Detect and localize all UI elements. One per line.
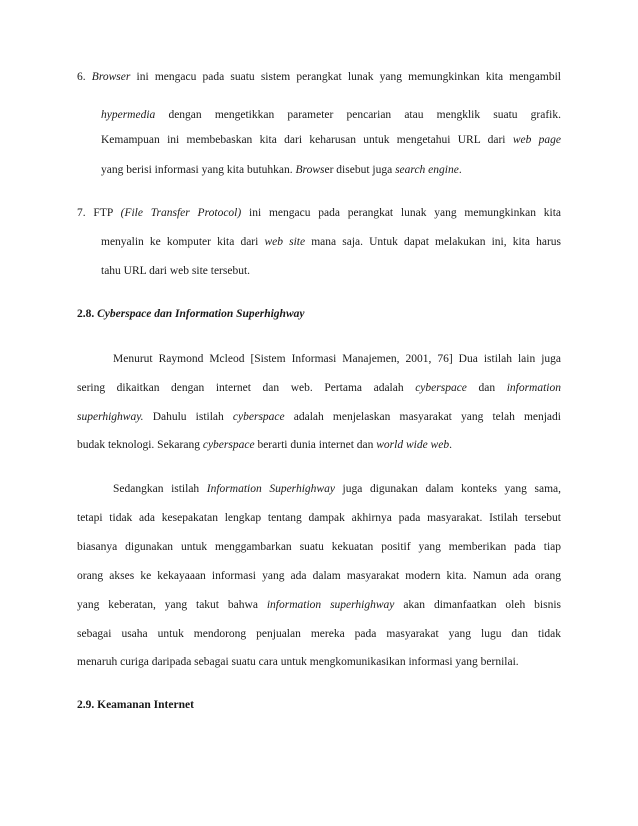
text-line (77, 381, 561, 395)
text-line (77, 627, 561, 641)
text-run: berarti dunia internet dan (254, 439, 377, 451)
text-line (113, 352, 561, 366)
section-heading (77, 307, 304, 321)
text-run: dan (466, 382, 507, 394)
italic-term: web page (512, 134, 561, 146)
italic-term: hypermedia (101, 109, 156, 121)
italic-term: Information Superhighway (206, 483, 335, 495)
section-heading (77, 698, 194, 712)
text-line (77, 540, 561, 554)
italic-term: information superhighway (266, 599, 395, 611)
text-run: Sedangkan istilah (113, 483, 207, 495)
text-line (101, 133, 561, 147)
text-line (77, 206, 561, 220)
text-line (101, 235, 561, 249)
text-run: 2.9. Keamanan Internet (77, 699, 194, 711)
text-run: sering dikaitkan dengan internet dan web. Pertama adalah (77, 382, 416, 394)
text-run: sebagai usaha untuk mendorong penjualan mereka pada masyarakat yang lugu dan tidak (77, 628, 561, 640)
italic-term: cyberspace (232, 411, 285, 423)
text-line (77, 569, 561, 583)
text-line (77, 438, 452, 452)
text-line (77, 70, 561, 84)
text-run: Menurut Raymond Mcleod [Sistem Informasi Manajemen, 2001, 76] Dua istilah lain juga (113, 353, 561, 365)
text-line (101, 264, 250, 278)
italic-term: information (506, 382, 561, 394)
italic-term: Cyberspace dan Information Superhighway (97, 308, 305, 320)
text-run: akan dimanfaatkan oleh bisnis (394, 599, 561, 611)
text-run: juga digunakan dalam konteks yang sama, (334, 483, 561, 495)
italic-term: search engine (395, 164, 459, 176)
text-run: ini mengacu pada suatu sistem perangkat lunak yang memungkinkan kita mengambil (130, 71, 561, 83)
italic-term: Brows (295, 164, 325, 176)
text-run: 7. FTP (77, 207, 121, 219)
text-run: biasanya digunakan untuk menggambarkan suatu kekuatan positif yang memberikan pada tiap (77, 541, 561, 553)
text-line (77, 511, 561, 525)
text-run: menaruh curiga daripada sebagai suatu cara untuk mengkomunikasikan informasi yang bernilai. (77, 656, 519, 668)
text-run: Dahulu istilah (143, 411, 233, 423)
text-run: Kemampuan ini membebaskan kita dari keharusan untuk mengetahui URL dari (101, 134, 513, 146)
text-line (77, 410, 561, 424)
text-run: tahu URL dari web site tersebut. (101, 265, 251, 277)
text-run: mana saja. Untuk dapat melakukan ini, kita harus (305, 236, 561, 248)
text-run: 2.8. (77, 308, 98, 320)
text-line (113, 482, 561, 496)
italic-term: cyberspace (202, 439, 255, 451)
text-line (77, 655, 519, 669)
text-run: . (449, 439, 452, 451)
italic-term: world wide web (376, 439, 450, 451)
italic-term: cyberspace (415, 382, 467, 394)
text-run: 6. (77, 71, 92, 83)
italic-term: (File Transfer Protocol) (120, 207, 242, 219)
text-run: adalah menjelaskan masyarakat yang telah menjadi (284, 411, 561, 423)
text-run: . (458, 164, 462, 176)
text-run: er disebut juga (324, 164, 396, 176)
text-line (101, 108, 561, 122)
text-line (77, 598, 561, 612)
text-line (101, 163, 462, 177)
italic-term: superhighway. (77, 411, 144, 423)
text-run: yang berisi informasi yang kita butuhkan. (101, 164, 296, 176)
italic-term: Browser (91, 71, 131, 83)
text-run: dengan mengetikkan parameter pencarian atau mengklik suatu grafik. (155, 109, 561, 121)
text-run: budak teknologi. Sekarang (77, 439, 203, 451)
text-run: tetapi tidak ada kesepakatan lengkap tentang dampak akhirnya pada masyarakat. Istilah tersebut (77, 512, 561, 524)
text-run: menyalin ke komputer kita dari (101, 236, 265, 248)
italic-term: web site (264, 236, 306, 248)
text-run: ini mengacu pada perangkat lunak yang memungkinkan kita (241, 207, 562, 219)
text-run: orang akses ke kekayaaan informasi yang ada dalam masyarakat modern kita. Namun ada orang (77, 570, 561, 582)
text-run: yang keberatan, yang takut bahwa (77, 599, 267, 611)
